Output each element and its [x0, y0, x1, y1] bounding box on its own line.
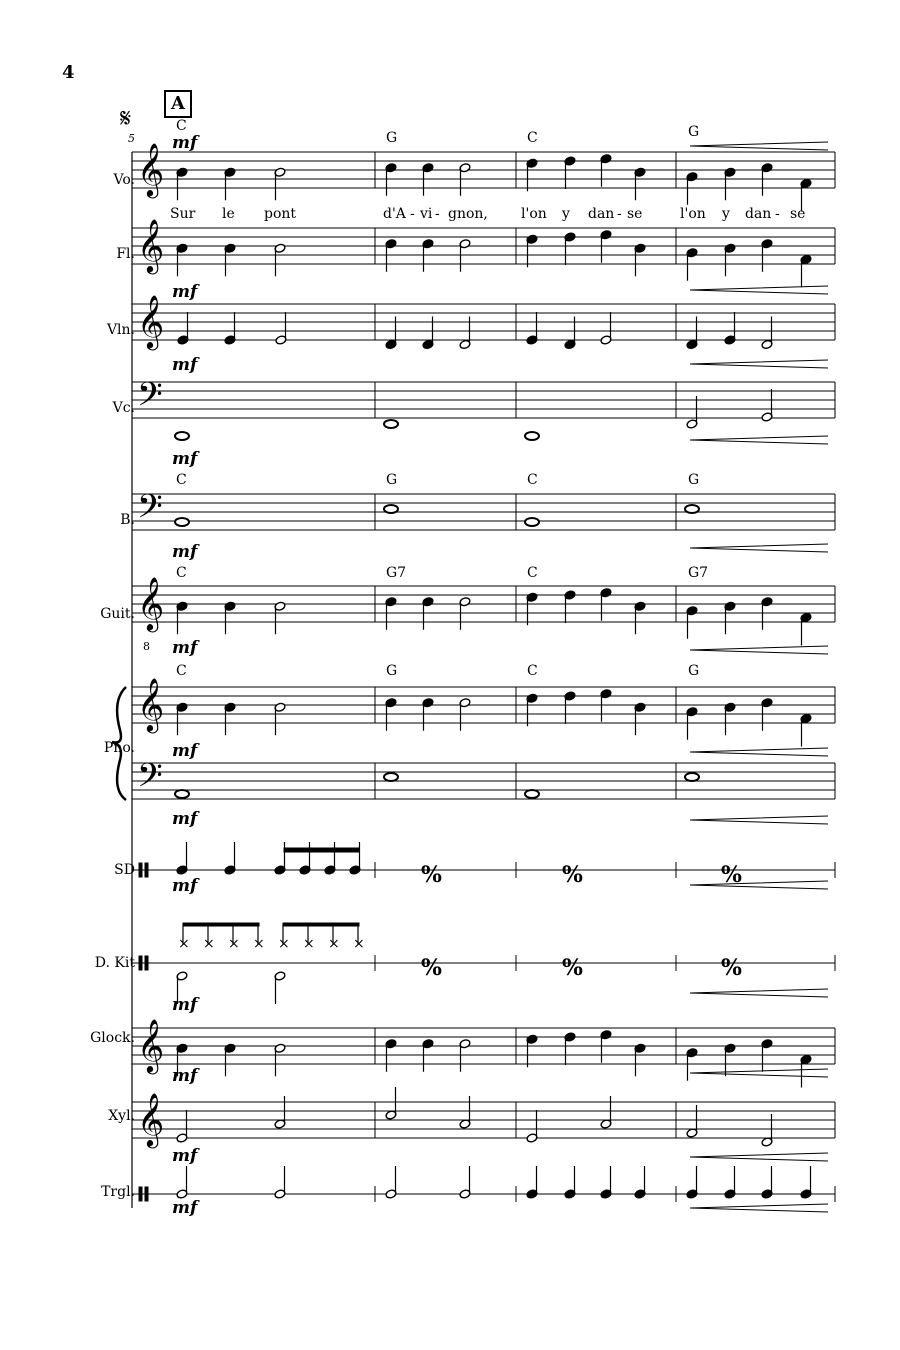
instrument-label-flute: Fl. [116, 246, 135, 262]
lyric-hyphen: - [775, 206, 780, 222]
lyric-syllable: y [722, 206, 730, 222]
chord-symbol: G [688, 663, 700, 679]
segno-icon: 𝄋 [120, 104, 132, 134]
dynamic-mf: mf [172, 741, 198, 761]
repeat-measure-icon: % [721, 862, 742, 888]
chord-symbol: G7 [688, 565, 709, 581]
chord-symbol: C [176, 118, 187, 134]
lyric-syllable: l'on [521, 206, 547, 222]
treble-clef-icon: 𝄞 [137, 1018, 165, 1072]
instrument-label-guitar: Guit. [100, 606, 135, 622]
dynamic-mf: mf [172, 355, 198, 375]
treble-clef-icon: 𝄞 [137, 218, 165, 272]
repeat-measure-icon: % [562, 862, 583, 888]
chord-symbol: C [527, 472, 538, 488]
hairpin-icon [690, 989, 828, 997]
hairpin-icon [690, 1153, 828, 1161]
instrument-label-bass: B. [120, 512, 135, 528]
lyric-hyphen: - [435, 206, 440, 222]
lyric-syllable: pont [264, 206, 297, 222]
whole-note-head [175, 432, 189, 440]
treble-clef-icon: 𝄞 [137, 1092, 165, 1146]
whole-note-head [384, 420, 398, 428]
chord-symbol: G [688, 472, 700, 488]
bass-clef-icon: 𝄢 [137, 376, 163, 422]
percussion-clef-icon [139, 863, 142, 877]
hairpin-icon [690, 142, 828, 150]
chord-symbol: G [386, 472, 398, 488]
whole-note-head [525, 790, 539, 798]
percussion-clef-icon [145, 863, 148, 877]
lyric-syllable: l'on [680, 206, 706, 222]
dynamic-mf: mf [172, 449, 198, 469]
chord-symbol: G [688, 124, 700, 140]
treble-clef-icon: 𝄞 [137, 677, 165, 731]
lyric-syllable: dan [745, 206, 772, 222]
piano-brace-icon [112, 687, 126, 800]
rehearsal-mark: A [164, 90, 192, 118]
lyric-syllable: d'A [383, 206, 406, 222]
hairpin-icon [690, 646, 828, 654]
chord-symbol: C [527, 130, 538, 146]
beam [183, 923, 259, 926]
lyric-syllable: le [222, 206, 235, 222]
hihat-x-note: × [328, 936, 340, 952]
instrument-label-triangle: Trgl. [101, 1184, 135, 1200]
instrument-label-voice: Vo. [113, 172, 135, 188]
instrument-label-xylophone: Xyl. [108, 1108, 135, 1124]
percussion-clef-icon [145, 956, 148, 970]
whole-note-head [685, 505, 699, 513]
beam [284, 848, 359, 852]
lyric-hyphen: - [410, 206, 415, 222]
lyric-syllable: dan [588, 206, 615, 222]
lyric-syllable: gnon, [448, 206, 488, 222]
lyric-syllable: vi [420, 206, 433, 222]
hairpin-icon [690, 360, 828, 368]
repeat-measure-icon: % [421, 955, 442, 981]
hihat-x-note: × [303, 936, 315, 952]
chord-symbol: C [176, 565, 187, 581]
bass-clef-icon: 𝄢 [137, 757, 163, 803]
hairpin-icon [690, 1069, 828, 1077]
hihat-x-note: × [228, 936, 240, 952]
hairpin-icon [690, 436, 828, 444]
hihat-x-note: × [278, 936, 290, 952]
dynamic-mf: mf [172, 133, 198, 153]
bass-clef-icon: 𝄢 [137, 488, 163, 534]
instrument-label-piano: Pno. [103, 740, 135, 756]
dynamic-mf: mf [172, 1198, 198, 1218]
treble-clef-icon: 𝄞 [137, 576, 165, 630]
lyric-syllable: y [562, 206, 570, 222]
whole-note-head [175, 790, 189, 798]
lyric-syllable: se [627, 206, 643, 222]
beam [283, 923, 359, 926]
repeat-measure-icon: % [562, 955, 583, 981]
whole-note-head [525, 432, 539, 440]
dynamic-mf: mf [172, 638, 198, 658]
dynamic-mf: mf [172, 282, 198, 302]
hairpin-icon [690, 881, 828, 889]
percussion-clef-icon [145, 1187, 148, 1201]
chord-symbol: C [527, 565, 538, 581]
lyric-syllable: se [790, 206, 806, 222]
chord-symbol: G7 [386, 565, 407, 581]
lyric-hyphen: - [617, 206, 622, 222]
treble-clef-icon: 𝄞 [137, 142, 165, 196]
hairpin-icon [690, 544, 828, 552]
dynamic-mf: mf [172, 542, 198, 562]
chord-symbol: G [386, 130, 398, 146]
dynamic-mf: mf [172, 1146, 198, 1166]
hihat-x-note: × [203, 936, 215, 952]
treble-clef-icon: 𝄞 [137, 294, 165, 348]
dynamic-mf: mf [172, 1066, 198, 1086]
instrument-label-cello: Vc. [112, 400, 135, 416]
hihat-x-note: × [178, 936, 190, 952]
instrument-label-snare: SD [114, 862, 135, 878]
chord-symbol: C [176, 663, 187, 679]
hairpin-icon [690, 286, 828, 294]
chord-symbol: C [527, 663, 538, 679]
repeat-measure-icon: % [421, 862, 442, 888]
dynamic-mf: mf [172, 876, 198, 896]
percussion-clef-icon [139, 956, 142, 970]
instrument-label-violin: Vln. [106, 322, 135, 338]
chord-symbol: G [386, 663, 398, 679]
whole-note-head [175, 518, 189, 526]
hihat-x-note: × [353, 936, 365, 952]
whole-note-head [685, 773, 699, 781]
dynamic-mf: mf [172, 995, 198, 1015]
instrument-label-glockenspiel: Glock. [90, 1030, 135, 1046]
hihat-x-note: × [253, 936, 265, 952]
measure-number: 5 [128, 132, 135, 145]
whole-note-head [384, 773, 398, 781]
percussion-clef-icon [139, 1187, 142, 1201]
guitar-octave-marker: 8 [143, 640, 150, 653]
repeat-measure-icon: % [721, 955, 742, 981]
hairpin-icon [690, 1204, 828, 1212]
chord-symbol: C [176, 472, 187, 488]
instrument-label-drum-kit: D. Kit [94, 955, 135, 971]
hairpin-icon [690, 816, 828, 824]
lyric-syllable: Sur [170, 206, 196, 222]
whole-note-head [525, 518, 539, 526]
page-number: 4 [62, 62, 75, 83]
whole-note-head [384, 505, 398, 513]
dynamic-mf: mf [172, 809, 198, 829]
hairpin-icon [690, 748, 828, 756]
